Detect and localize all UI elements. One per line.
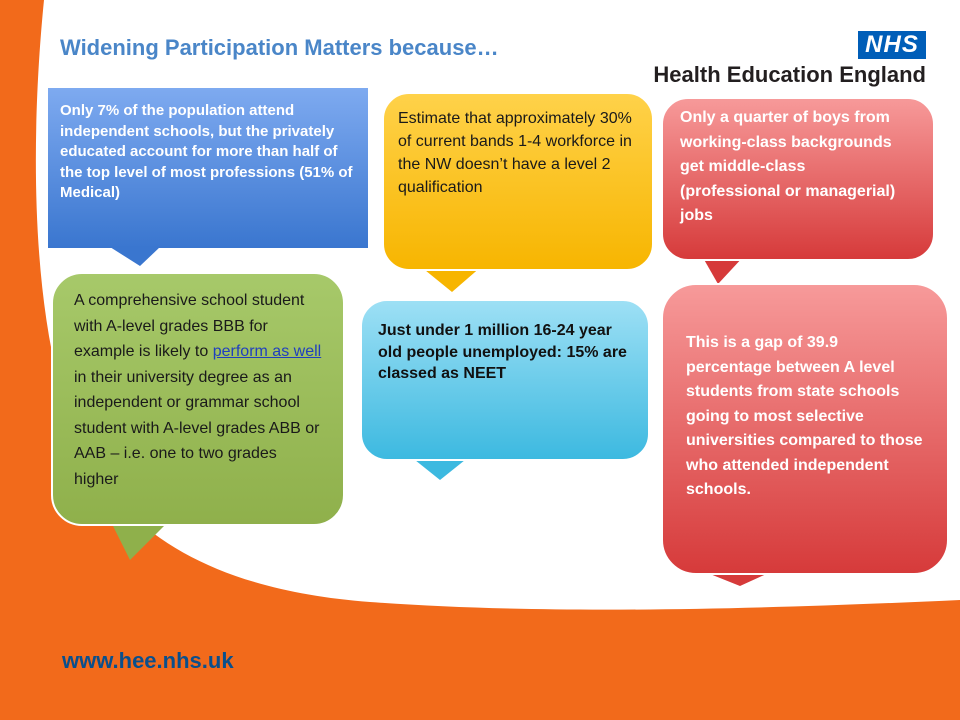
bubble-neet-text: Just under 1 million 16-24 year old people unemployed: 15% are classed as NEET xyxy=(378,322,627,382)
bubble-comprehensive-text xyxy=(74,288,324,492)
comprehensive-text-start: A comprehensive school student with A-level grades BBB for example is likely to xyxy=(74,292,305,360)
nhs-logo: NHS xyxy=(858,31,926,59)
website-url[interactable]: www.hee.nhs.uk xyxy=(62,648,234,673)
slide-title: Widening Participation Matters because… xyxy=(60,35,499,60)
bubble-gap-text: This is a gap of 39.9 percentage between A level students from state schools going to most selective universities compared to those who attended independent schools. xyxy=(686,334,923,498)
organisation-name: Health Education England xyxy=(653,62,926,87)
bubble-workforce-text: Estimate that approximately 30% of current bands 1-4 workforce in the NW doesn’t have a level 2 qualification xyxy=(398,110,632,196)
perform-as-well-link[interactable]: perform as well xyxy=(212,343,322,360)
bubble-private-schools-text: Only 7% of the population attend independent schools, but the privately educated account for more than half of the top level of most professions (51% of Medical) xyxy=(60,102,353,201)
bubble-working-class-text: Only a quarter of boys from working-class backgrounds get middle-class (professional or managerial) jobs xyxy=(680,109,896,224)
comprehensive-text-end: in their university degree as an independent or grammar school student with A-level grades ABB or AAB – i.e. one to two grades higher xyxy=(74,368,320,488)
